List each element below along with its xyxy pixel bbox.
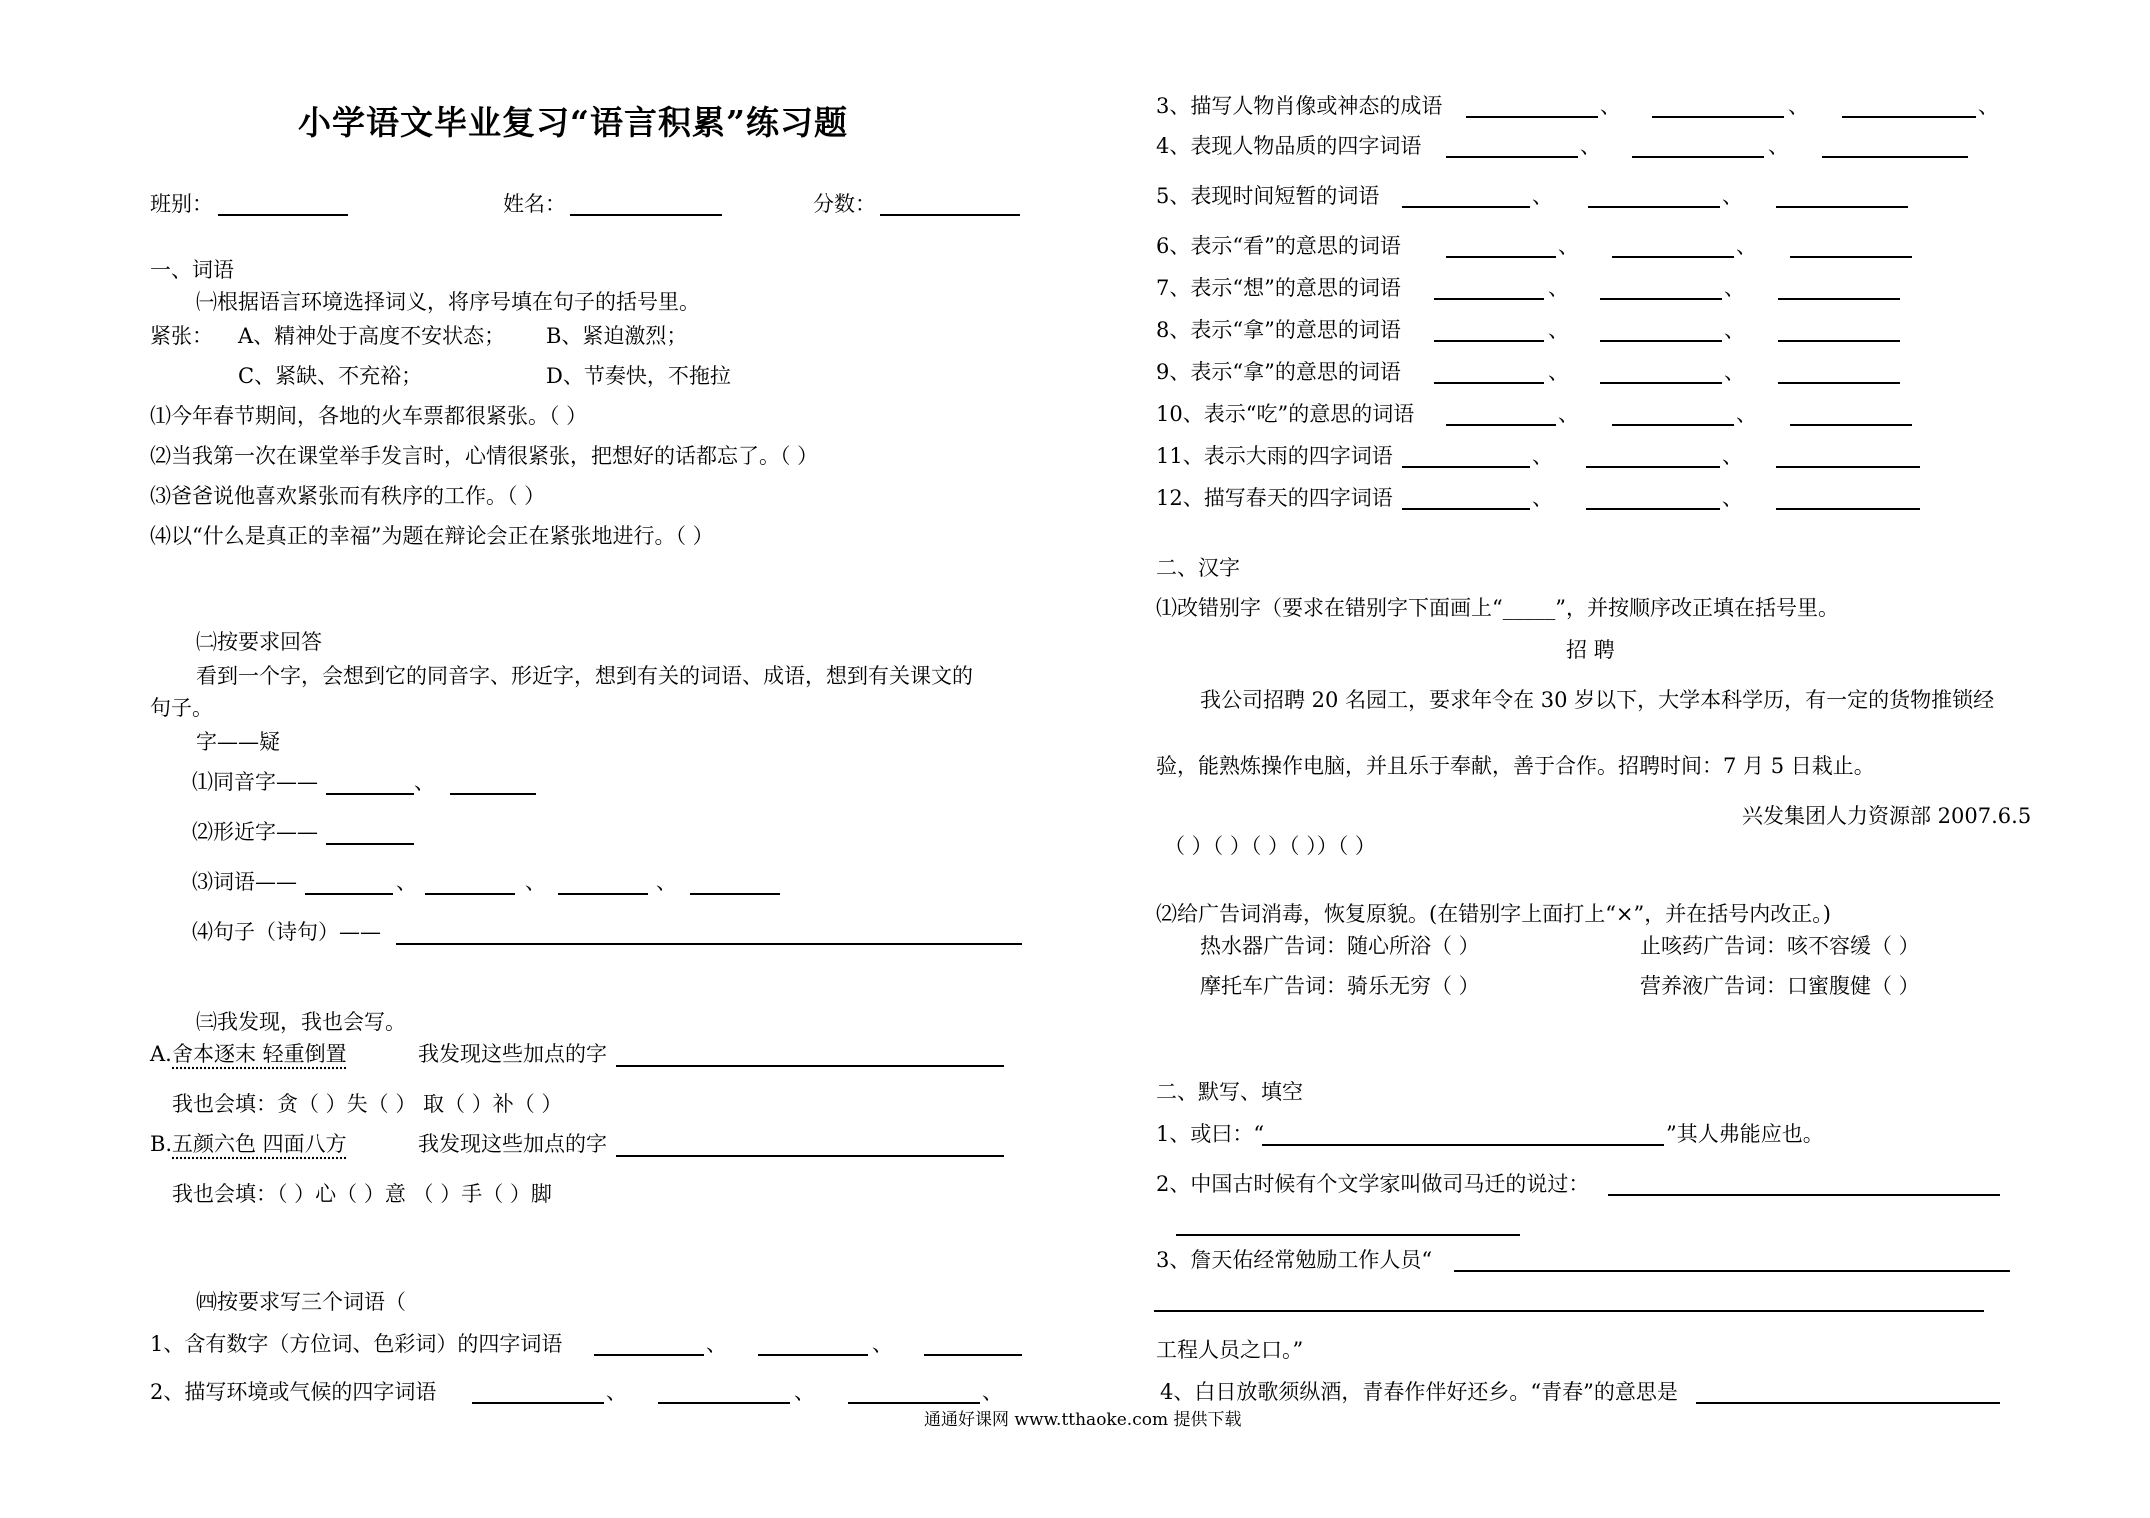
word-item-12-field-2[interactable] (1586, 508, 1720, 510)
question-3: ⑶爸爸说他喜欢紧张而有秩序的工作。（ ） (150, 484, 546, 508)
group-a-fill: 我也会填：贪（ ）失（ ） 取（ ）补（ ） (172, 1092, 563, 1116)
ad-title: 招 聘 (1566, 638, 1615, 662)
word-item-8: 8、表示“拿”的意思的词语 (1156, 318, 1401, 342)
group-a-words: 舍本逐末 轻重倒置 (172, 1042, 347, 1066)
word-item-9-field-3[interactable] (1778, 382, 1900, 384)
word-item-10-field-2[interactable] (1612, 424, 1734, 426)
word-item-12-field-3[interactable] (1776, 508, 1920, 510)
question-2: ⑵当我第一次在课堂举手发言时，心情很紧张，把想好的话都忘了。（ ） (150, 444, 819, 468)
word-item-8-field-1[interactable] (1434, 340, 1544, 342)
separator: 、 (794, 1380, 815, 1404)
part-2-heading: ㈡按要求回答 (196, 630, 322, 654)
word-item-3-field-2[interactable] (1652, 116, 1784, 118)
separator: 、 (1722, 486, 1743, 510)
word-item-11-field-1[interactable] (1402, 466, 1530, 468)
separator: 、 (414, 770, 435, 794)
word-item-7-field-2[interactable] (1600, 298, 1722, 300)
words-field-2[interactable] (425, 893, 515, 895)
fill-1-field[interactable] (1262, 1144, 1664, 1146)
group-b-find-label: 我发现这些加点的字 (418, 1132, 607, 1156)
word-item-6-field-1[interactable] (1446, 256, 1556, 258)
words-field-3[interactable] (558, 893, 648, 895)
ad-slogan-1: 热水器广告词：随心所浴（ ） (1200, 934, 1480, 958)
word-item-4-field-3[interactable] (1822, 156, 1968, 158)
word-item-9-field-2[interactable] (1600, 382, 1722, 384)
group-b-words: 五颜六色 四面八方 (172, 1132, 347, 1156)
fill-2: 2、中国古时候有个文学家叫做司马迁的说过： (1156, 1172, 1590, 1196)
word-item-1: 1、含有数字（方位词、色彩词）的四字词语 (150, 1332, 563, 1356)
typo-task-heading: ⑴改错别字（要求在错别字下面画上“_____”，并按顺序改正填在括号里。 (1156, 596, 1839, 620)
fill-3-field-2[interactable] (1154, 1310, 1984, 1312)
part-1-heading: ㈠根据语言环境选择词义，将序号填在句子的括号里。 (196, 290, 700, 314)
section-2-heading: 二、汉字 (1156, 556, 1240, 580)
group-b-prefix: B. (150, 1132, 173, 1156)
word-item-4-field-1[interactable] (1446, 156, 1578, 158)
separator: 、 (656, 870, 677, 894)
group-a-find-field[interactable] (616, 1065, 1004, 1067)
homophone-field-2[interactable] (450, 793, 536, 795)
word-item-6-field-2[interactable] (1612, 256, 1734, 258)
word-item-2-field-3[interactable] (848, 1402, 980, 1404)
footer-credit: 通通好课网 www.tthaoke.com 提供下载 (924, 1410, 1242, 1430)
word-item-10-field-1[interactable] (1446, 424, 1556, 426)
fill-1-start: 1、或曰：“ (1156, 1122, 1265, 1146)
class-label: 班别： (150, 192, 213, 216)
separator: 、 (1548, 276, 1569, 300)
separator: 、 (1532, 444, 1553, 468)
name-label: 姓名： (503, 192, 566, 216)
word-item-5: 5、表现时间短暂的词语 (1156, 184, 1380, 208)
word-item-1-field-3[interactable] (924, 1354, 1022, 1356)
fill-4-field[interactable] (1696, 1402, 2000, 1404)
word-item-5-field-3[interactable] (1776, 206, 1908, 208)
word-item-2-field-2[interactable] (658, 1402, 790, 1404)
separator: 、 (1532, 184, 1553, 208)
character-prompt: 字——疑 (196, 730, 280, 754)
word-item-10: 10、表示“吃”的意思的词语 (1156, 402, 1415, 426)
word-item-8-field-2[interactable] (1600, 340, 1722, 342)
ad-signature: 兴发集团人力资源部 2007.6.5 (1742, 804, 2032, 828)
separator: 、 (1580, 134, 1601, 158)
separator: 、 (1558, 234, 1579, 258)
words-field-4[interactable] (690, 893, 780, 895)
fill-1-end: ”其人弗能应也。 (1666, 1122, 1824, 1146)
option-c: C、紧缺、不充裕； (238, 364, 423, 388)
word-item-4: 4、表现人物品质的四字词语 (1156, 134, 1422, 158)
fill-3-end: 工程人员之口。” (1156, 1338, 1304, 1362)
similar-char-label: ⑵形近字—— (192, 820, 318, 844)
separator: 、 (1600, 94, 1621, 118)
words-label: ⑶词语—— (192, 870, 297, 894)
part-2-intro: 看到一个字，会想到它的同音字、形近字，想到有关的词语、成语，想到有关课文的 (196, 664, 973, 688)
ad-text-line-1: 我公司招聘 20 名园工，要求年令在 30 岁以下，大学本科学历，有一定的货物推锁经 (1200, 688, 1995, 712)
word-item-12: 12、描写春天的四字词语 (1156, 486, 1393, 510)
ad-slogan-4: 营养液广告词：口蜜腹健（ ） (1640, 974, 1920, 998)
sentence-field[interactable] (396, 943, 1022, 945)
separator: 、 (1722, 444, 1743, 468)
homophone-field-1[interactable] (326, 793, 414, 795)
separator: 、 (525, 870, 546, 894)
separator: 、 (1788, 94, 1809, 118)
separator: 、 (1532, 486, 1553, 510)
name-field[interactable] (570, 214, 722, 216)
word-item-2-field-1[interactable] (472, 1402, 604, 1404)
fill-3-field-1[interactable] (1454, 1270, 2010, 1272)
word-item-3: 3、描写人物肖像或神态的成语 (1156, 94, 1443, 118)
word-item-7-field-3[interactable] (1778, 298, 1900, 300)
correction-brackets: （ ）（ ）（ ）（ ））（ ） (1164, 834, 1376, 858)
homophone-label: ⑴同音字—— (192, 770, 318, 794)
sentence-label: ⑷句子（诗句）—— (192, 920, 381, 944)
word-item-5-field-2[interactable] (1588, 206, 1720, 208)
words-field-1[interactable] (305, 893, 393, 895)
ad-text-line-2: 验，能熟炼操作电脑，并且乐于奉献，善于合作。招聘时间：7 月 5 日栽止。 (1156, 754, 1875, 778)
separator: 、 (706, 1332, 727, 1356)
separator: 、 (1736, 402, 1757, 426)
word-item-5-field-1[interactable] (1402, 206, 1530, 208)
ad-fix-heading: ⑵给广告词消毒，恢复原貌。(在错别字上面打上“×”，并在括号内改正。) (1156, 902, 1831, 926)
separator: 、 (606, 1380, 627, 1404)
word-item-11-field-3[interactable] (1776, 466, 1920, 468)
separator: 、 (1736, 234, 1757, 258)
fill-3: 3、詹天佑经常勉励工作人员“ (1156, 1248, 1433, 1272)
word-item-2: 2、描写环境或气候的四字词语 (150, 1380, 437, 1404)
similar-char-field[interactable] (326, 843, 414, 845)
ad-slogan-3: 摩托车广告词：骑乐无穷（ ） (1200, 974, 1480, 998)
word-item-7: 7、表示“想”的意思的词语 (1156, 276, 1401, 300)
word-label: 紧张： (150, 324, 213, 348)
fill-2-field-2[interactable] (1176, 1234, 1520, 1236)
group-b-find-field[interactable] (616, 1155, 1004, 1157)
section-3-heading: 二、默写、填空 (1156, 1080, 1303, 1104)
separator: 、 (1722, 184, 1743, 208)
word-item-9-field-1[interactable] (1434, 382, 1544, 384)
separator: 、 (396, 870, 417, 894)
word-item-8-field-3[interactable] (1778, 340, 1900, 342)
word-item-6-field-3[interactable] (1790, 256, 1912, 258)
separator: 、 (1724, 318, 1745, 342)
word-item-12-field-1[interactable] (1402, 508, 1530, 510)
word-item-7-field-1[interactable] (1434, 298, 1544, 300)
word-item-9: 9、表示“拿”的意思的词语 (1156, 360, 1401, 384)
question-1: ⑴今年春节期间，各地的火车票都很紧张。（ ） (150, 404, 588, 428)
part-2-intro-cont: 句子。 (150, 696, 213, 720)
part-3-heading: ㈢我发现，我也会写。 (196, 1010, 406, 1034)
separator: 、 (1548, 360, 1569, 384)
word-item-4-field-2[interactable] (1632, 156, 1764, 158)
fill-4: 4、白日放歌须纵酒，青春作伴好还乡。“青春”的意思是 (1160, 1380, 1678, 1404)
option-b: B、紧迫激烈； (546, 324, 688, 348)
separator: 、 (1724, 276, 1745, 300)
fill-2-field-1[interactable] (1608, 1194, 2000, 1196)
separator: 、 (872, 1332, 893, 1356)
class-field[interactable] (218, 214, 348, 216)
ad-slogan-2: 止咳药广告词：咳不容缓（ ） (1640, 934, 1920, 958)
section-1-heading: 一、词语 (150, 258, 234, 282)
word-item-1-field-2[interactable] (758, 1354, 868, 1356)
score-field[interactable] (880, 214, 1020, 216)
question-4: ⑷以“什么是真正的幸福”为题在辩论会正在紧张地进行。（ ） (150, 524, 714, 548)
word-item-1-field-1[interactable] (594, 1354, 704, 1356)
group-b-fill: 我也会填：（ ）心（ ）意 （ ）手（ ）脚 (172, 1182, 552, 1206)
word-item-6: 6、表示“看”的意思的词语 (1156, 234, 1401, 258)
separator: 、 (1548, 318, 1569, 342)
group-a-find-label: 我发现这些加点的字 (418, 1042, 607, 1066)
group-a-prefix: A. (150, 1042, 172, 1066)
page-title: 小学语文毕业复习“语言积累”练习题 (298, 103, 848, 142)
part-4-heading: ㈣按要求写三个词语（ (196, 1290, 406, 1314)
separator: 、 (1558, 402, 1579, 426)
word-item-3-field-3[interactable] (1842, 116, 1976, 118)
word-item-11: 11、表示大雨的四字词语 (1156, 444, 1393, 468)
word-item-3-field-1[interactable] (1466, 116, 1598, 118)
score-label: 分数： (813, 192, 876, 216)
word-item-10-field-3[interactable] (1790, 424, 1912, 426)
separator: 、 (1978, 94, 1999, 118)
option-a: A、精神处于高度不安状态； (238, 324, 506, 348)
separator: 、 (1768, 134, 1789, 158)
option-d: D、节奏快，不拖拉 (546, 364, 731, 388)
word-item-11-field-2[interactable] (1586, 466, 1720, 468)
separator: 、 (1724, 360, 1745, 384)
separator: 、 (982, 1380, 1003, 1404)
